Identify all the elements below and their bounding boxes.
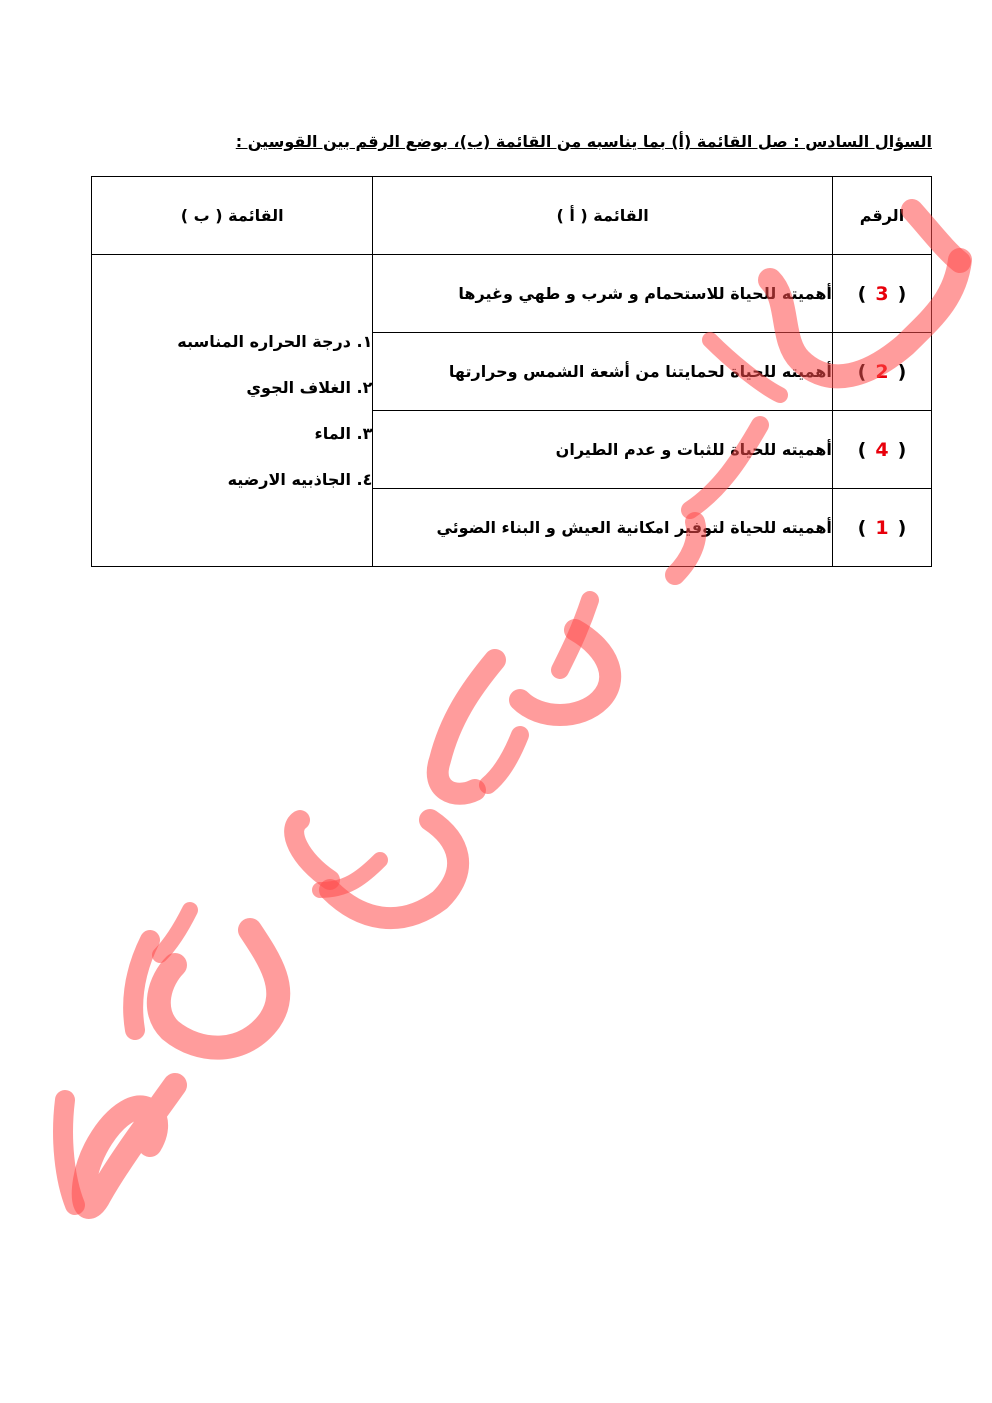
answer-cell[interactable] [832,489,931,567]
header-list-b: القائمة ( ب ) [92,177,373,255]
answer-number: 3 [875,282,889,305]
list-b-cell [92,255,373,567]
answer-cell[interactable] [832,333,931,411]
list-b-item: ١. درجة الحراره المناسبه [177,331,373,351]
close-paren: ) [857,360,867,383]
table-header-row [92,177,932,255]
answer-cell[interactable] [832,255,931,333]
list-a-item: أهميته للحياة لتوفير امكانية العيش و البناء الضوئي [373,489,833,567]
open-paren: ( [897,282,907,305]
list-a-item: أهميته للحياة للاستحمام و شرب و طهي وغيرها [373,255,833,333]
answer-cell[interactable] [832,411,931,489]
open-paren: ( [897,516,907,539]
close-paren: ) [857,516,867,539]
question-title: السؤال السادس : صل القائمة (أ) بما يناسبه من القائمة (ب)، بوضع الرقم بين القوسين : [235,132,932,151]
list-b-item: ٤. الجاذبيه الارضيه [227,469,373,489]
table-row [92,255,932,333]
close-paren: ) [857,438,867,461]
list-a-item: أهميته للحياة للثبات و عدم الطيران [373,411,833,489]
answer-number: 1 [875,516,889,539]
header-list-a: القائمة ( أ ) [373,177,833,255]
matching-table [91,176,932,567]
close-paren: ) [857,282,867,305]
answer-number: 2 [875,360,889,383]
header-number: الرقم [832,177,931,255]
open-paren: ( [897,438,907,461]
list-a-item: أهميته للحياة لحمايتنا من أشعة الشمس وحرارتها [373,333,833,411]
open-paren: ( [897,360,907,383]
list-b-item: ٢. الغلاف الجوي [246,377,373,397]
list-b [92,319,372,503]
answer-number: 4 [875,438,889,461]
list-b-item: ٣. الماء [314,423,373,443]
